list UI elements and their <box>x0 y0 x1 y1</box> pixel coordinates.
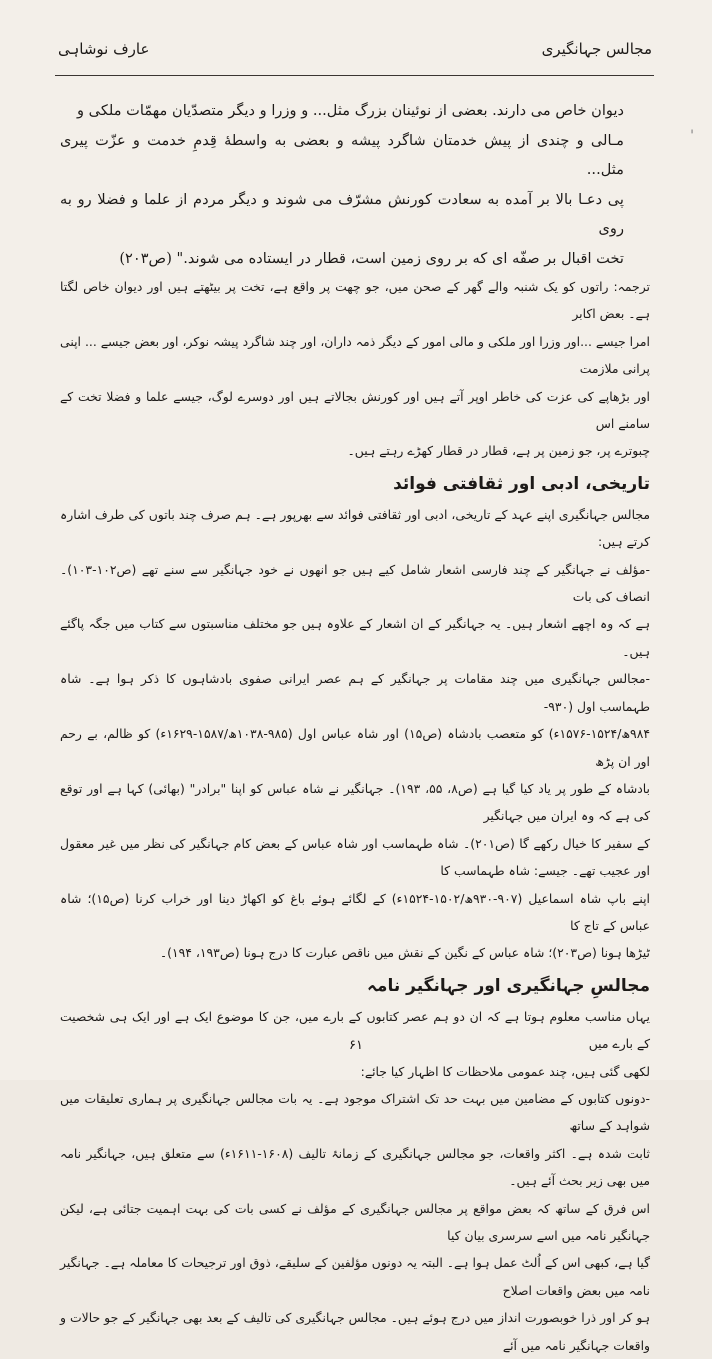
translation-paragraph <box>60 273 650 465</box>
text-line: ٹیڑھا ہونا (ص۲۰۳)؛ شاہ عباس کے نگین کے نقش میں ناقص عبارت کا درج ہونا (ص۱۹۳، ۱۹۴)۔ <box>159 945 650 961</box>
section-heading: تاریخی، ادبی اور ثقافتی فوائد <box>393 473 650 494</box>
text-line: ہو کر اور ذرا خوبصورت انداز میں درج ہوئے ہیں۔ مجالس جہانگیری کی تالیف کے بعد بھی جہانگیر کے جو حالات و واقعات جہانگیر نامہ میں آئے <box>60 1310 650 1353</box>
text-line: امرا جیسے ...اور وزرا اور ملکی و مالی امور کے دیگر ذمہ داران، اور چند شاگرد پیشہ نوکر، اور بعض جیسے ... اپنی پرانی ملازمت <box>60 333 650 377</box>
quote-line: مـالی و چندی از پیش خدمتان شاگرد پیشه و بعضی به واسطهٔ قِدمِ خدمت و عزّت پیری مثل... <box>60 131 624 178</box>
text-line: لکھی گئی ہیں، چند عمومی ملاحظات کا اظہار کیا جائے: <box>360 1063 650 1079</box>
text-line: اور بڑھاپے کی عزت کی خاطر اوپر آتے ہیں اور کورنش بجالاتے ہیں اور دوسرے لوگ، جیسے علما و فضلا تخت کے سامنے اس <box>60 388 650 432</box>
text-line: مجالس جہانگیری اپنے عہد کے تاریخی، ادبی اور ثقافتی فوائد سے بھرپور ہے۔ ہم صرف چند باتوں کی طرف اشارہ کرتے ہیں: <box>60 506 650 550</box>
book-title: مجالس جہانگیری <box>541 40 652 58</box>
quote-line: پی دعـا بالا بر آمده به سعادت کورنش مشرّف می شوند و دیگر مردم از علما و فضلا رو به روی <box>60 190 624 237</box>
text-line: ثابت شدہ ہے۔ اکثر واقعات، جو مجالس جہانگیری کے زمانۂ تالیف (۱۶۰۸-۱۶۱۱ء) سے متعلق ہیں، جہانگیر نامہ میں بھی زیر بحث آئے ہیں۔ <box>60 1145 650 1189</box>
text-line: -دونوں کتابوں کے مضامین میں بہت حد تک اشتراک موجود ہے۔ یہ بات مجالس جہانگیری پر ہماری تعلیقات میں شواہد کے ساتھ <box>60 1090 650 1134</box>
quote-line: دیوان خاص می دارند. بعضی از نوئینان بزرگ مثل... و وزرا و دیگر متصدّیان مهمّات ملکی و <box>76 102 624 119</box>
running-header <box>58 40 652 58</box>
author-name: عارف نوشاہی <box>58 40 150 58</box>
text-line: ترجمہ: راتوں کو یک شنبہ والے گھر کے صحن میں، جو چھت پر واقع ہے، تخت پر بیٹھتے ہیں اور دیوان خاص لگتا ہے۔ بعض اکابر <box>60 279 650 322</box>
text-line: چبوترے پر، جو زمین پر ہے، قطار در قطار کھڑے رہتے ہیں۔ <box>347 443 650 459</box>
text-line: کے سفیر کا خیال رکھے گا (ص۲۰۱)۔ شاہ طہماسب اور شاہ عباس کے بعض کام جہانگیر کی نظر میں غیر معقول اور عجیب تھے۔ جیسے: شاہ طہماسب کا <box>60 835 650 879</box>
text-line: اپنے باپ شاہ اسماعیل (۹۰۷-۹۳۰ھ/۱۵۰۲-۱۵۲۴ء) کے لگائے ہوئے باغ کو اکھاڑ دینا اور خراب کرنا (ص۱۵)؛ شاہ عباس کے تاج کا <box>60 890 650 933</box>
page-number: ۶۱ <box>349 1038 363 1053</box>
text-line: یہاں مناسب معلوم ہوتا ہے کہ ان دو ہم عصر کتابوں کے بارے میں، جن کا موضوع ایک ہے اور ایک ہی شخصیت کے بارے میں <box>60 1008 650 1052</box>
page-body <box>60 96 650 1359</box>
text-line: گیا ہے، کبھی اس کے اُلٹ عمل ہوا ہے۔ البتہ یہ دونوں مؤلفین کے سلیقے، ذوق اور ترجیحات کا معاملہ ہے۔ جہانگیر نامہ میں بعض واقعات اصلاح <box>60 1255 650 1298</box>
header-rule <box>55 75 654 76</box>
section-2 <box>60 1003 650 1359</box>
quote-line: تخت اقبال بر صفّه ای که بر روی زمین است، قطار در ایستاده می شوند." (ص۲۰۳) <box>119 249 624 267</box>
text-line: ۹۸۴ھ/۱۵۲۴-۱۵۷۶ء) کو متعصب بادشاہ (ص۱۵) اور شاہ عباس اول (۹۸۵-۱۰۳۸ھ/۱۵۸۷-۱۶۲۹ء) کو ظالم، بے رحم اور ان پڑھ <box>60 726 651 769</box>
text-line: بادشاہ کے طور پر یاد کیا گیا ہے (ص۸، ۵۵، ۱۹۳)۔ جہانگیر نے شاہ عباس کو اپنا "برادر" (بھائی) کہا ہے اور توقع کی ہے کہ وہ ایران میں جہانگیر <box>60 780 650 824</box>
text-line: -مجالس جہانگیری میں چند مقامات پر جہانگیر کے ہم عصر ایرانی صفوی بادشاہوں کا ذکر ہوا ہے۔ شاہ طہماسب اول (۹۳۰- <box>60 671 650 714</box>
margin-mark: ' <box>690 128 694 144</box>
section-heading: مجالسِ جہانگیری اور جہانگیر نامہ <box>366 975 650 996</box>
text-line: اس فرق کے ساتھ کہ بعض مواقع پر مجالس جہانگیری کے مؤلف نے کسی بات کی بہت اہمیت جتائی ہے، لیکن جہانگیر نامہ میں اسے سرسری بیان کیا <box>60 1200 650 1243</box>
section-1 <box>60 501 650 967</box>
text-line: ہے کہ وہ اچھے اشعار ہیں۔ یہ جہانگیر کے ان اشعار کے علاوہ ہیں جو مختلف مناسبتوں سے کتاب میں جگہ پاگئے ہیں۔ <box>60 616 650 659</box>
persian-quote <box>60 96 650 273</box>
text-line: -مؤلف نے جہانگیر کے چند فارسی اشعار شامل کیے ہیں جو انھوں نے خود جہانگیر سے سنے تھے (ص۱۰۲-۱۰۳)۔ انصاف کی بات <box>60 561 650 605</box>
